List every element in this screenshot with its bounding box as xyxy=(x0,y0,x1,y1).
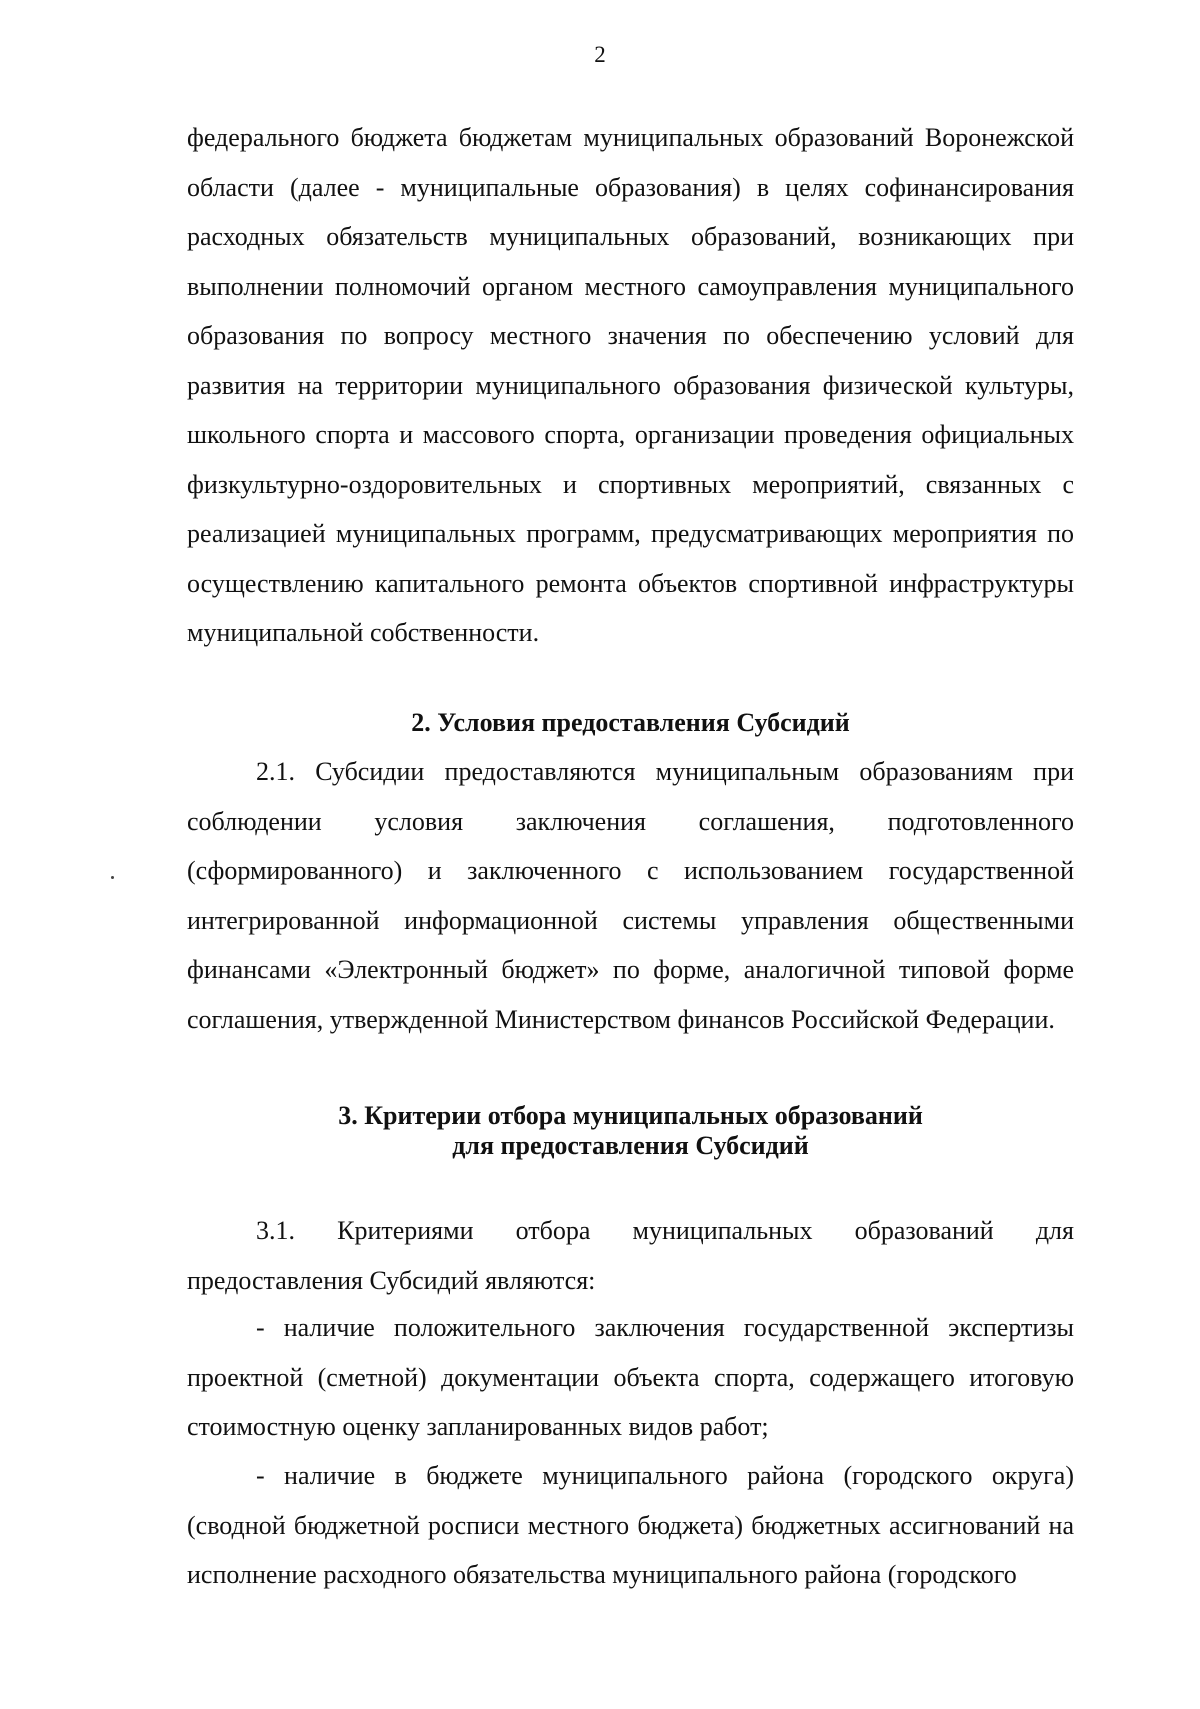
section-3-heading xyxy=(187,1101,1074,1161)
paragraph-3-1: 3.1. Критериями отбора муниципальных образований для предоставления Субсидий являются: xyxy=(187,1216,1074,1295)
section-2-heading-text: 2. Условия предоставления Субсидий xyxy=(411,708,850,737)
criteria-item-2: - наличие в бюджете муниципального района (городского округа) (сводной бюджетной росписи местного бюджета) бюджетных ассигнований на исполнение расходного обязательства муниципального района (городского xyxy=(187,1461,1074,1589)
section-2-heading xyxy=(187,708,1074,738)
criteria-item-1: - наличие положительного заключения государственной экспертизы проектной (сметной) документации объекта спорта, содержащего итоговую стоимостную оценку запланированных видов работ; xyxy=(187,1313,1074,1441)
page-number: 2 xyxy=(594,42,606,67)
scan-speck xyxy=(111,876,114,879)
section-3-heading-line2: для предоставления Субсидий xyxy=(452,1131,809,1160)
paragraph-2-1: 2.1. Субсидии предоставляются муниципальным образованиям при соблюдении условия заключения соглашения, подготовленного (сформированного) и заключенного с использованием государственной интегрированной информационной системы управления общественными финансами «Электронный бюджет» по форме, аналогичной типовой форме соглашения, утвержденной Министерством финансов Российской Федерации. xyxy=(187,757,1074,1034)
intro-paragraph: федерального бюджета бюджетам муниципальных образований Воронежской области (далее - муниципальные образования) в целях софинансирования расходных обязательств муниципальных образований, возникающих при выполнении полномочий органом местного самоуправления муниципального образования по вопросу местного значения по обеспечению условий для развития на территории муниципального образования физической культуры, школьного спорта и массового спорта, организации проведения официальных физкультурно-оздоровительных и спортивных мероприятий, связанных с реализацией муниципальных программ, предусматривающих мероприятия по осуществлению капитального ремонта объектов спортивной инфраструктуры муниципальной собственности. xyxy=(187,123,1074,647)
section-3-heading-line1: 3. Критерии отбора муниципальных образований xyxy=(338,1101,923,1130)
